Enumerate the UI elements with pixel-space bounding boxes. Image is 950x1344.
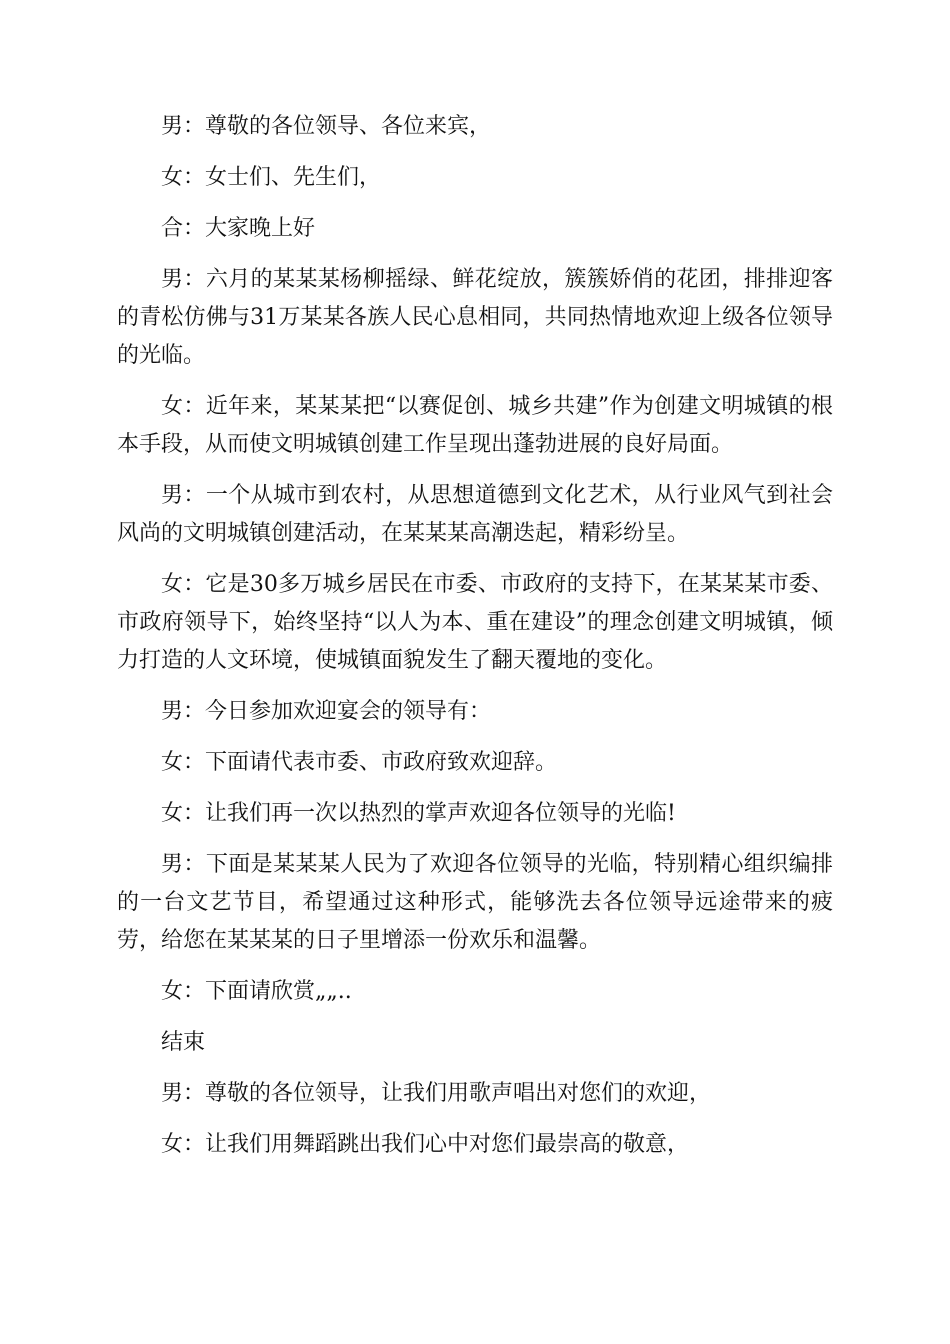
paragraph-10: 女：让我们再一次以热烈的掌声欢迎各位领导的光临! bbox=[161, 801, 676, 826]
document-body bbox=[117, 108, 833, 1177]
paragraph-8: 男：今日参加欢迎宴会的领导有： bbox=[161, 699, 492, 724]
paragraph-5: 女：近年来，某某某把“以赛促创、城乡共建”作为创建文明城镇的根本手段，从而使文明城镇创建工作呈现出蓬勃进展的良好局面。 bbox=[117, 394, 833, 457]
paragraph-6: 男：一个从城市到农村，从思想道德到文化艺术，从行业风气到社会风尚的文明城镇创建活动，在某某某高潮迭起，精彩纷呈。 bbox=[117, 483, 833, 546]
paragraph-4: 男：六月的某某某杨柳摇绿、鲜花绽放，簇簇娇俏的花团，排排迎客的青松仿佛与31万某某各族人民心息相同，共同热情地欢迎上级各位领导的光临。 bbox=[117, 267, 833, 368]
paragraph-13: 结束 bbox=[161, 1030, 206, 1055]
paragraph-15: 女：让我们用舞蹈跳出我们心中对您们最崇高的敬意， bbox=[161, 1132, 690, 1157]
paragraph-7: 女：它是30多万城乡居民在市委、市政府的支持下，在某某某市委、市政府领导下，始终坚持“以人为本、重在建设”的理念创建文明城镇，倾力打造的人文环境，使城镇面貌发生了翻天覆地的变化。 bbox=[117, 572, 833, 673]
paragraph-14: 男：尊敬的各位领导，让我们用歌声唱出对您们的欢迎， bbox=[161, 1081, 712, 1106]
paragraph-11: 男：下面是某某某人民为了欢迎各位领导的光临，特别精心组织编排的一台文艺节目，希望通过这种形式，能够洗去各位领导远途带来的疲劳，给您在某某某的日子里增添一份欢乐和温馨。 bbox=[117, 852, 833, 953]
paragraph-9: 女：下面请代表市委、市政府致欢迎辞。 bbox=[161, 750, 558, 775]
paragraph-1: 男：尊敬的各位领导、各位来宾， bbox=[161, 114, 492, 139]
paragraph-2: 女：女士们、先生们， bbox=[161, 165, 382, 190]
paragraph-3: 合：大家晚上好 bbox=[161, 216, 316, 241]
paragraph-12: 女：下面请欣赏„„.. bbox=[161, 979, 352, 1004]
